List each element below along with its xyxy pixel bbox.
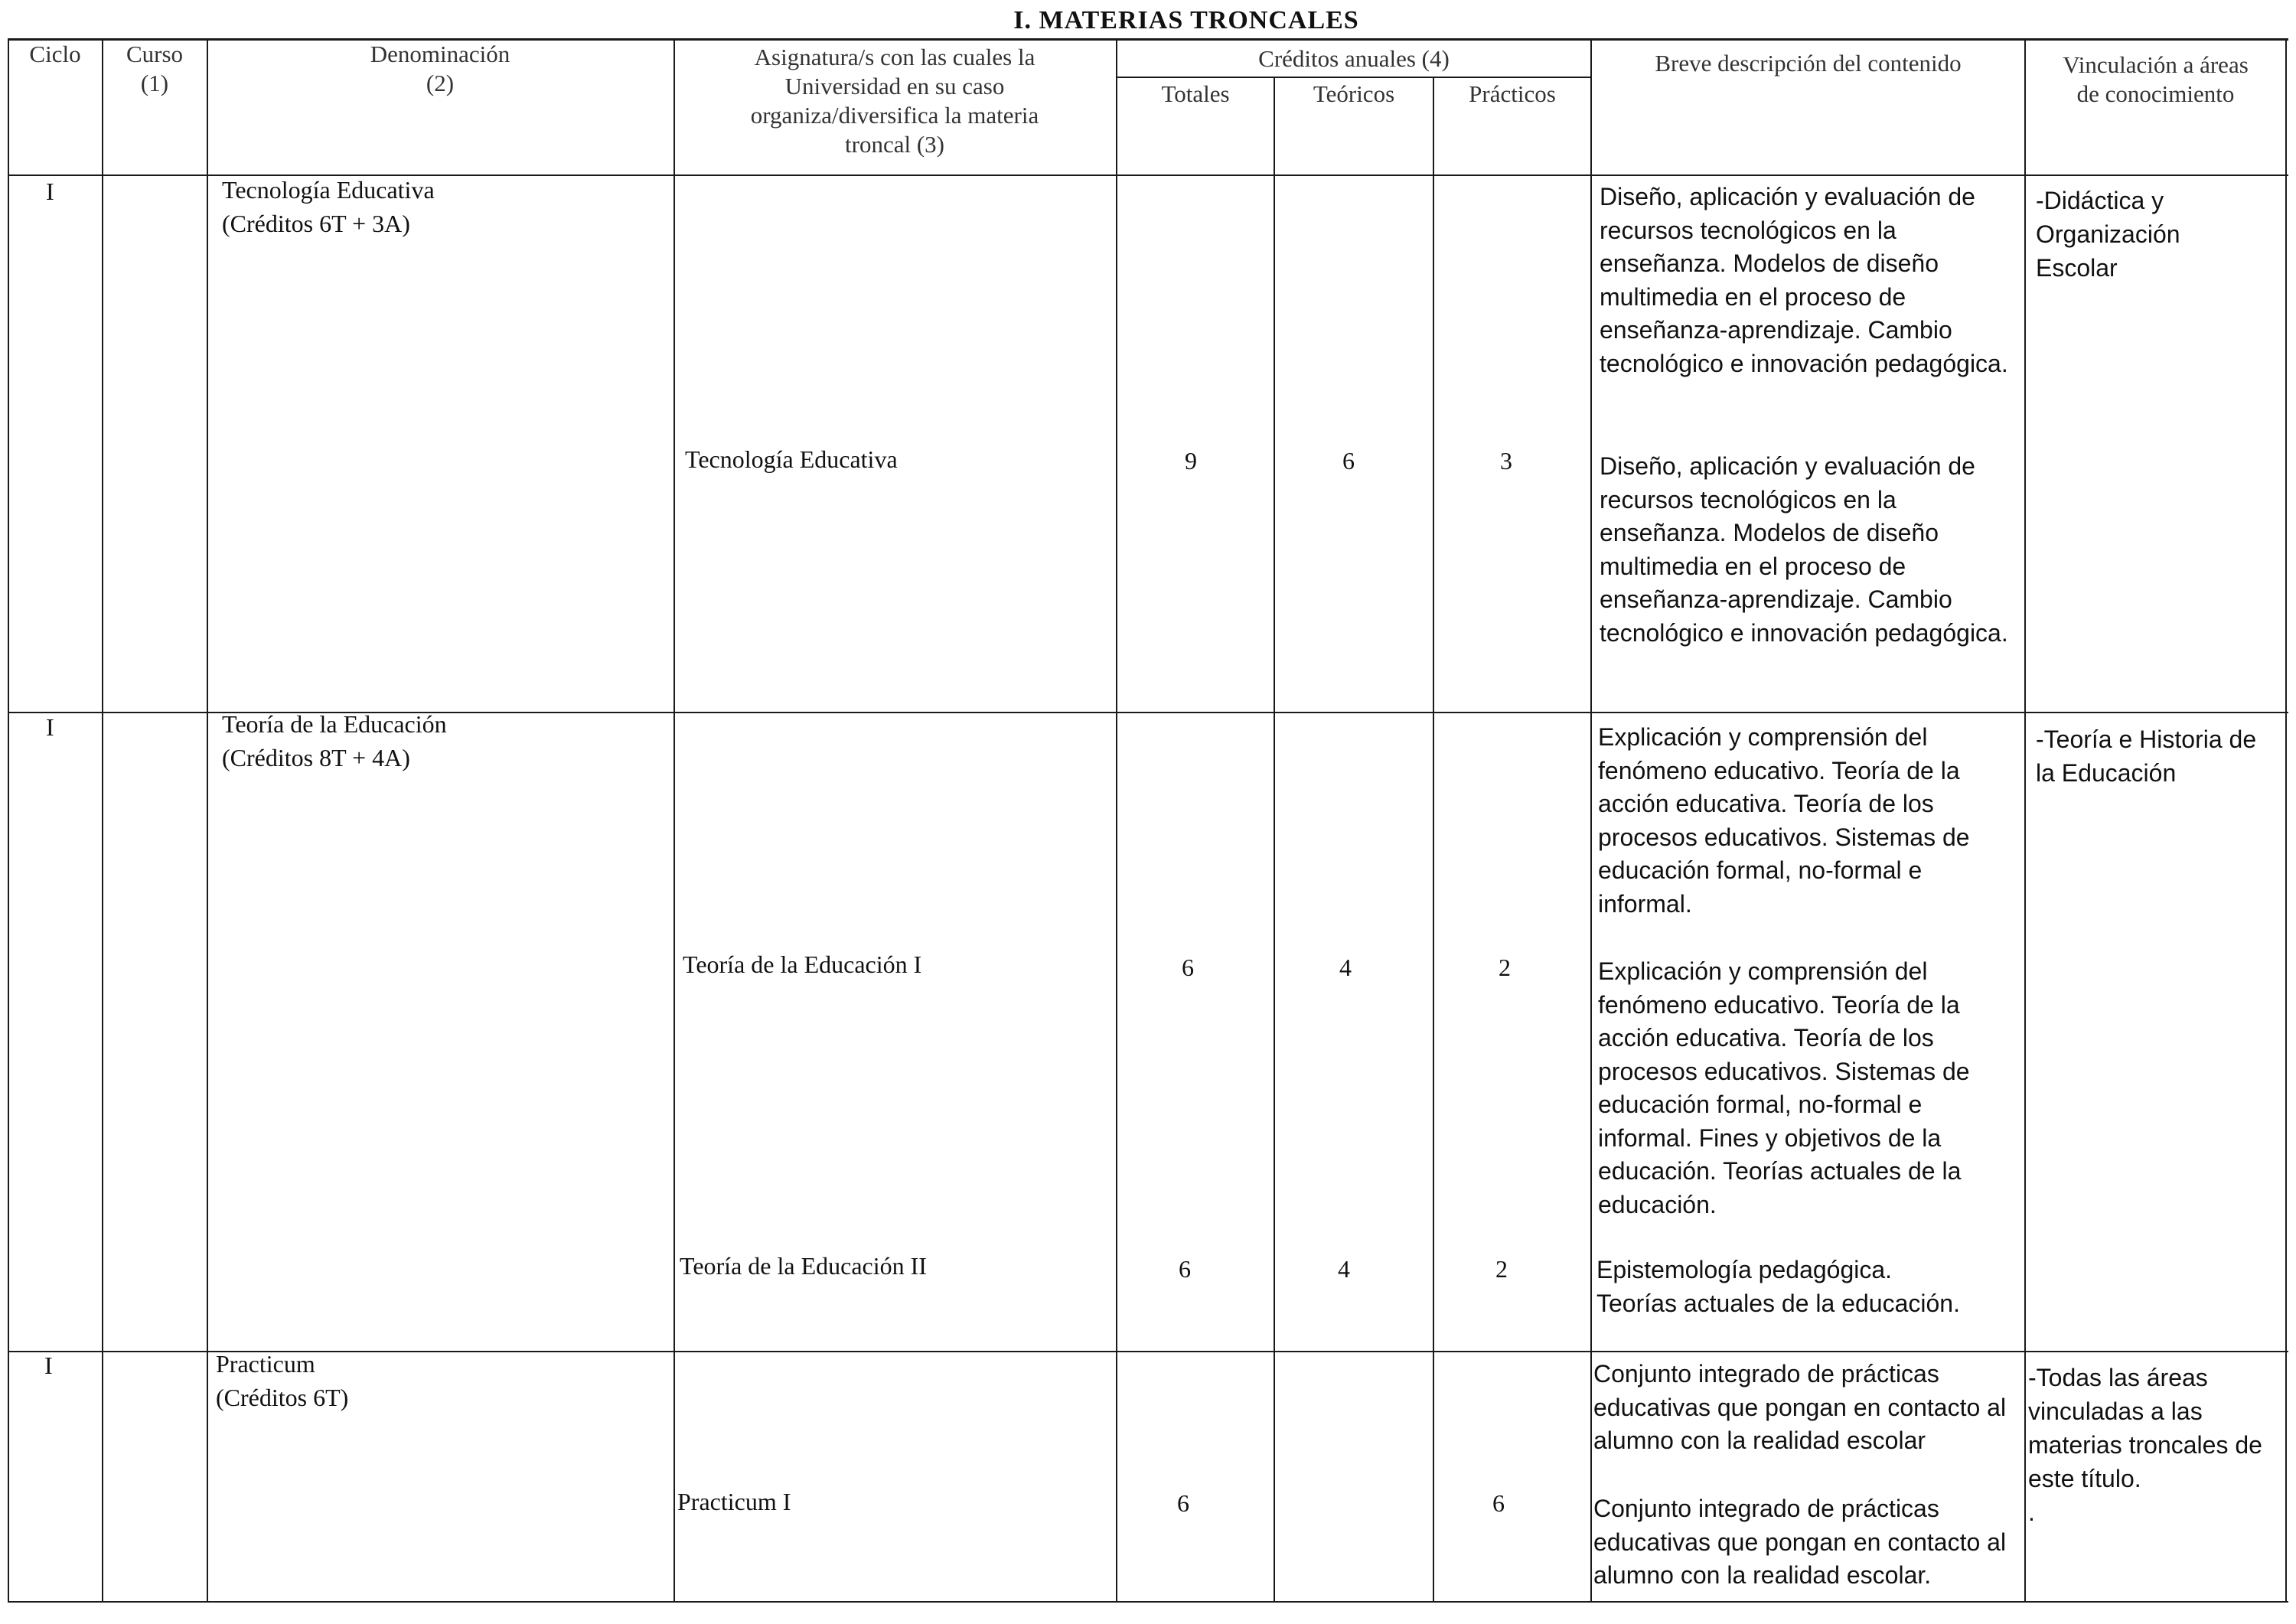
header-descripcion: Breve descripción del contenido <box>1655 50 1962 77</box>
ciclo-cell: I <box>46 178 54 205</box>
header-teoricos: Teóricos <box>1313 80 1395 107</box>
totales-cell: 6 <box>1179 1255 1191 1283</box>
practicos-cell: 2 <box>1499 954 1511 981</box>
teoricos-cell: 6 <box>1342 447 1355 474</box>
materia-denominacion: Teoría de la Educación (Créditos 8T + 4A) <box>222 710 447 771</box>
subject-name: Teoría de la Educación II <box>680 1252 927 1280</box>
table-bottom-rule <box>8 1601 2288 1603</box>
header-totales: Totales <box>1161 80 1230 107</box>
ciclo-cell: I <box>44 1352 53 1379</box>
subject-descripcion: Explicación y comprensión del fenómeno educativo. Teoría de la acción educativa. Teoría de los procesos educativos. Sistemas de educación formal, no-formal e informal. Fines y objetivos de la educación. Teorías actuales de la educación. <box>1598 957 1970 1218</box>
col-border-asignaturas <box>1116 38 1117 1601</box>
subject-descripcion: Conjunto integrado de prácticas educativas que pongan en contacto al alumno con la realidad escolar. <box>1593 1495 2007 1589</box>
col-border-descripcion <box>2024 38 2026 1601</box>
header-asignaturas-line: Asignatura/s con las cuales la <box>754 44 1035 70</box>
teoricos-cell: 4 <box>1338 1255 1350 1283</box>
col-border-left <box>8 38 9 1601</box>
areas-conocimiento: -Teoría e Historia de la Educación <box>2036 726 2257 787</box>
subject-descripcion: Epistemología pedagógica. Teorías actuales de la educación. <box>1596 1256 1960 1317</box>
header-denominacion-label: Denominación <box>370 41 510 67</box>
row2-bottom-rule <box>8 1351 2288 1352</box>
col-border-teoricos <box>1433 77 1434 1601</box>
totales-cell: 6 <box>1182 954 1194 981</box>
header-denominacion <box>208 40 672 98</box>
practicos-cell: 2 <box>1495 1255 1508 1283</box>
header-vinculacion-line: Vinculación a áreas <box>2063 51 2249 78</box>
header-denominacion-note: (2) <box>426 70 455 96</box>
header-vinculacion <box>2026 51 2285 109</box>
header-curso-note: (1) <box>140 70 169 96</box>
header-ciclo: Ciclo <box>29 41 81 67</box>
subject-name: Teoría de la Educación I <box>683 951 922 978</box>
areas-conocimiento: -Todas las áreas vinculadas a las materias troncales de este título. . <box>2028 1364 2262 1526</box>
subject-name: Tecnología Educativa <box>685 445 898 473</box>
credits-header-rule <box>1117 77 1592 78</box>
header-asignaturas <box>675 43 1114 159</box>
practicos-cell: 3 <box>1500 447 1512 474</box>
subject-name: Practicum I <box>677 1488 791 1515</box>
materia-descripcion: Diseño, aplicación y evaluación de recursos tecnológicos en la enseñanza. Modelos de diseño multimedia en el proceso de enseñanza-aprendizaje. Cambio tecnológico e innovación pedagógica. <box>1600 183 2008 377</box>
materia-denominacion: Practicum (Créditos 6T) <box>216 1350 349 1411</box>
materia-descripcion: Explicación y comprensión del fenómeno educativo. Teoría de la acción educativa. Teoría de los procesos educativos. Sistemas de educación formal, no-formal e informal. <box>1598 723 1970 918</box>
header-creditos: Créditos anuales (4) <box>1258 45 1450 72</box>
header-vinculacion-line: de conocimiento <box>2076 80 2235 107</box>
header-asignaturas-line: organiza/diversifica la materia <box>750 102 1039 129</box>
ciclo-cell: I <box>46 713 54 741</box>
col-border-denominacion <box>673 38 675 1601</box>
header-asignaturas-line: troncal (3) <box>845 131 944 158</box>
col-border-totales <box>1274 77 1275 1601</box>
materia-descripcion: Conjunto integrado de prácticas educativas que pongan en contacto al alumno con la realidad escolar <box>1593 1360 2007 1454</box>
header-curso-label: Curso <box>126 41 184 67</box>
header-practicos: Prácticos <box>1469 80 1556 107</box>
subject-descripcion: Diseño, aplicación y evaluación de recursos tecnológicos en la enseñanza. Modelos de diseño multimedia en el proceso de enseñanza-aprendizaje. Cambio tecnológico e innovación pedagógica. <box>1600 452 2008 647</box>
areas-conocimiento: -Didáctica y Organización Escolar <box>2036 187 2180 282</box>
section-title: I. MATERIAS TRONCALES <box>1013 6 1359 34</box>
practicos-cell: 6 <box>1492 1489 1505 1517</box>
col-border-practicos <box>1590 38 1592 1601</box>
teoricos-cell: 4 <box>1339 954 1352 981</box>
materia-denominacion: Tecnología Educativa (Créditos 6T + 3A) <box>222 176 435 237</box>
totales-cell: 9 <box>1185 447 1197 474</box>
totales-cell: 6 <box>1177 1489 1189 1517</box>
header-asignaturas-line: Universidad en su caso <box>784 73 1005 99</box>
col-border-ciclo <box>102 38 103 1601</box>
header-curso <box>103 40 206 98</box>
col-border-curso <box>207 38 208 1601</box>
